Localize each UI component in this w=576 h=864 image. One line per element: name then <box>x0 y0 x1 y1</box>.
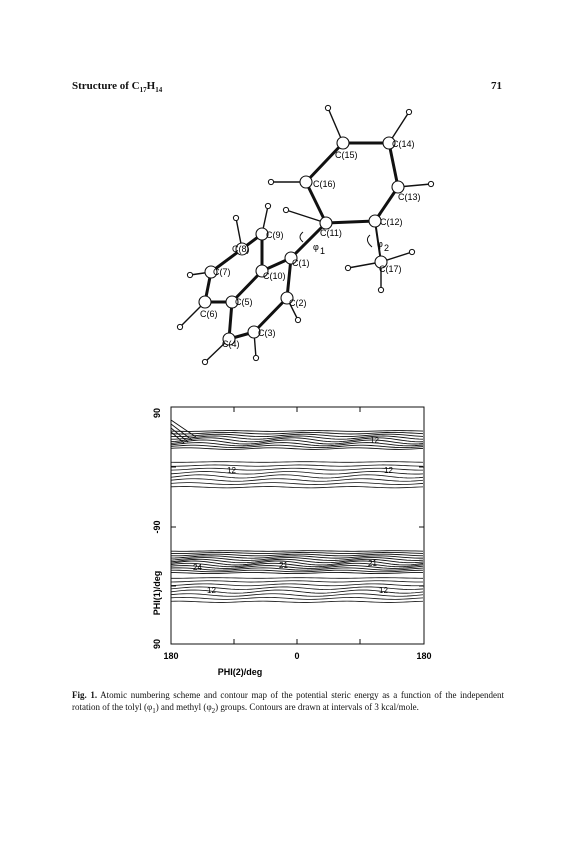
contour-label: 12 <box>370 436 379 445</box>
hydrogen-atom <box>406 109 411 114</box>
hydrogen-atom <box>265 203 270 208</box>
contour-label: 21 <box>368 559 377 568</box>
molecule-structure <box>177 105 433 364</box>
running-title: Structure of $C_{17}H_{14}$ <box>72 80 163 95</box>
phi2-subscript: 2 <box>384 243 390 253</box>
hydrogen-atom <box>187 272 192 277</box>
atom-label: C(14) <box>392 139 415 149</box>
carbon-atom <box>337 137 349 149</box>
bond-line <box>254 298 287 332</box>
x-axis-label: PHI(2)/deg <box>217 667 263 677</box>
contour-line <box>171 443 423 446</box>
contour-line <box>171 572 423 573</box>
hydrogen-atom <box>428 181 433 186</box>
contour-line <box>171 487 423 488</box>
atom-label: C(4) <box>222 339 240 349</box>
contour-line <box>171 601 423 602</box>
atom-label: C(8) <box>232 244 250 254</box>
hydrogen-atom <box>233 215 238 220</box>
bond-line <box>389 143 398 187</box>
contour-line <box>171 483 423 485</box>
hydrogen-atom <box>345 265 350 270</box>
phi2-rotation-arrow <box>367 235 372 247</box>
hydrogen-atom <box>202 359 207 364</box>
figure-label: Fig. 1. <box>72 690 98 700</box>
hydrogen-atom <box>409 249 414 254</box>
bond-line <box>306 143 343 182</box>
contour-line <box>171 475 423 478</box>
y-tick-mid: -90 <box>152 520 162 534</box>
contour-line <box>171 551 423 552</box>
contour-line <box>171 462 423 463</box>
axis-ticks <box>171 407 424 644</box>
hydrogen-atom <box>177 324 182 329</box>
x-tick-mid: 0 <box>294 651 300 661</box>
atom-label: C(9) <box>266 230 284 240</box>
carbon-atom <box>199 296 211 308</box>
atom-label: C(12) <box>380 217 403 227</box>
bond-line <box>326 221 375 223</box>
atom-label: C(5) <box>235 297 253 307</box>
contour-label: 12 <box>379 586 388 595</box>
contour-line <box>171 431 423 432</box>
atom-label: C(10) <box>263 271 286 281</box>
hydrogen-atom <box>268 179 273 184</box>
atom-label: C(11) <box>320 228 342 238</box>
contour-lines <box>171 420 423 602</box>
contour-label: 12 <box>227 466 236 475</box>
contour-line <box>171 552 423 553</box>
phi1-label: φ <box>313 242 319 252</box>
contour-label: 21 <box>279 561 288 570</box>
figure-caption: Fig. 1. Atomic numbering scheme and contour map of the potential steric energy as a function of the independent rotation of the tolyl $(\varphi_1)$ and methyl $(\varphi_2)$ groups. Contours are drawn at intervals of 3 kcal/mole. <box>72 690 505 715</box>
contour-line <box>171 597 423 599</box>
contour-label: 24 <box>193 563 202 572</box>
contour-line <box>171 432 423 434</box>
hydrogen-atom <box>295 317 300 322</box>
contour-line <box>171 563 423 566</box>
contour-label: 12 <box>384 466 393 475</box>
contour-line <box>171 581 423 582</box>
atom-label: C(6) <box>200 309 218 319</box>
contour-label: 12 <box>207 586 216 595</box>
hydrogen-atom <box>378 287 383 292</box>
atom-label: C(1) <box>292 258 310 268</box>
page-number: 71 <box>491 80 502 92</box>
atom-label: C(17) <box>379 264 402 274</box>
atom-label: C(15) <box>335 150 358 160</box>
phi1-rotation-arrow <box>300 232 303 242</box>
atom-label: C(2) <box>289 298 307 308</box>
y-tick-bottom: 90 <box>152 638 162 650</box>
phi2-label: φ <box>377 239 383 249</box>
contour-line <box>171 448 423 450</box>
hydrogen-atom <box>283 207 288 212</box>
phi1-subscript: 1 <box>320 246 326 256</box>
contour-line <box>171 445 423 447</box>
atom-label: C(3) <box>258 328 276 338</box>
contour-line <box>171 561 423 565</box>
contour-line <box>171 578 423 579</box>
atom-label: C(16) <box>313 179 336 189</box>
hydrogen-atom <box>325 105 330 110</box>
plot-frame <box>171 407 424 644</box>
contour-map <box>152 407 432 677</box>
hydrogen-atom <box>253 355 258 360</box>
x-tick-right: 180 <box>416 651 432 661</box>
atom-label: C(13) <box>398 192 421 202</box>
contour-line <box>171 479 423 482</box>
y-axis-label: PHI(1)/deg <box>152 570 162 616</box>
y-tick-top: 90 <box>152 407 162 419</box>
atom-label: C(7) <box>213 267 231 277</box>
x-tick-left: 180 <box>163 651 179 661</box>
carbon-atom <box>300 176 312 188</box>
